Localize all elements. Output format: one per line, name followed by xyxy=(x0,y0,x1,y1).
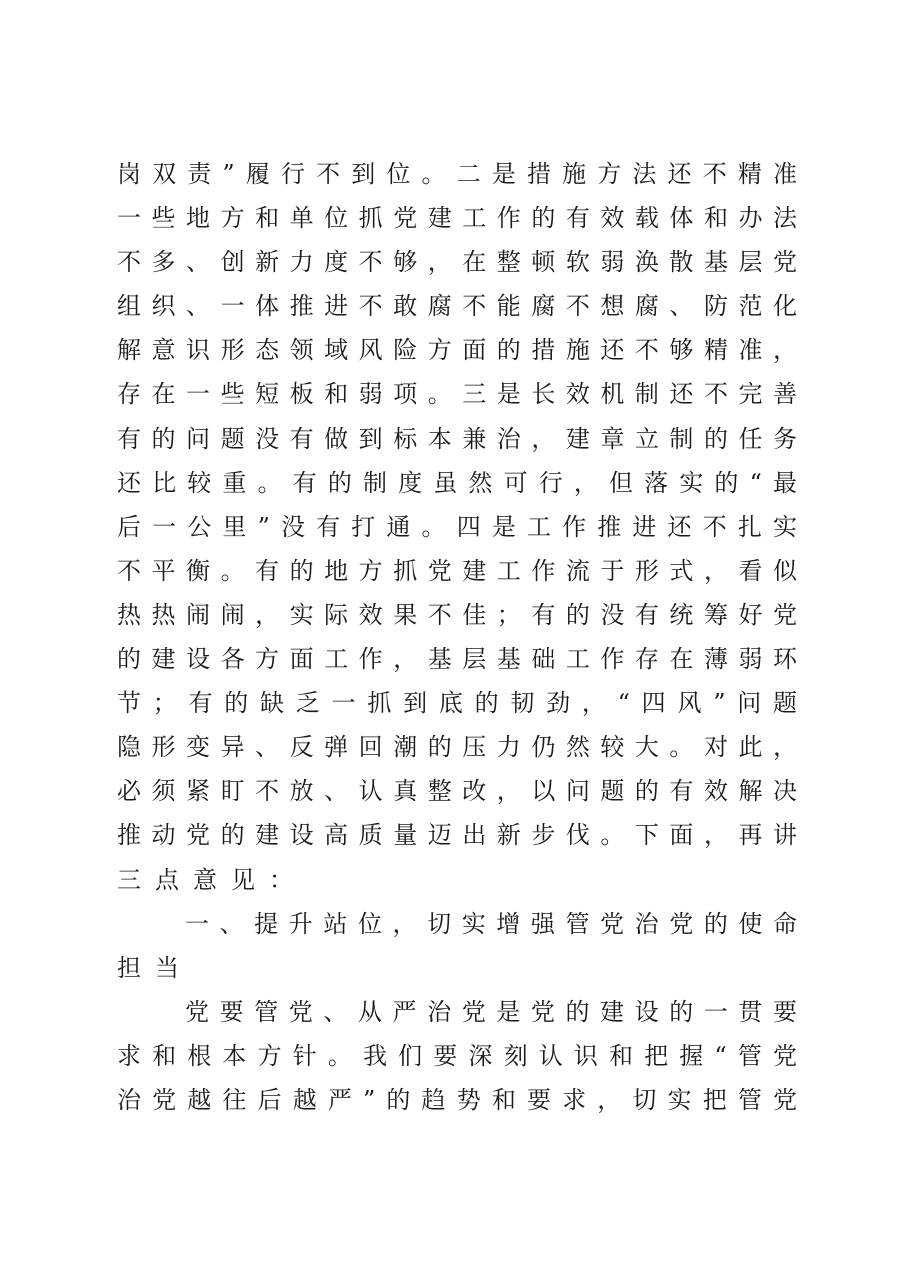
text-line: 一些地方和单位抓党建工作的有效载体和办法 xyxy=(117,204,797,233)
text-line: 热热闹闹，实际效果不佳；有的没有统筹好党 xyxy=(117,600,797,629)
text-line: 组织、一体推进不敢腐不能腐不想腐、防范化 xyxy=(117,292,797,321)
paragraph-end-line: 三点意见： xyxy=(117,865,307,894)
text-line: 隐形变异、反弹回潮的压力仍然较大。对此， xyxy=(117,733,797,762)
section-heading-end-line: 担当 xyxy=(117,953,193,982)
text-line: 有的问题没有做到标本兼治，建章立制的任务 xyxy=(117,424,797,453)
text-line: 岗双责”履行不到位。二是措施方法还不精准 xyxy=(117,160,797,188)
document-body xyxy=(117,152,797,1122)
text-line: 必须紧盯不放、认真整改，以问题的有效解决 xyxy=(117,777,797,806)
text-line: 节；有的缺乏一抓到底的韧劲，“四风”问题 xyxy=(117,689,797,718)
text-line: 治党越往后越严”的趋势和要求，切实把管党 xyxy=(117,1085,797,1114)
text-line: 的建设各方面工作，基层基础工作存在薄弱环 xyxy=(117,645,797,674)
text-line: 不多、创新力度不够，在整顿软弱涣散基层党 xyxy=(117,248,797,277)
text-line: 后一公里”没有打通。四是工作推进还不扎实 xyxy=(117,512,797,541)
text-line: 求和根本方针。我们要深刻认识和把握“管党 xyxy=(117,1041,797,1070)
text-line: 不平衡。有的地方抓党建工作流于形式，看似 xyxy=(117,556,797,585)
section-heading-line: 一、提升站位，切实增强管党治党的使命 xyxy=(185,909,797,938)
paragraph-start-line: 党要管党、从严治党是党的建设的一贯要 xyxy=(185,997,797,1026)
text-line: 推动党的建设高质量迈出新步伐。下面，再讲 xyxy=(117,821,797,850)
text-line: 解意识形态领域风险方面的措施还不够精准， xyxy=(117,336,797,365)
text-line: 还比较重。有的制度虽然可行，但落实的“最 xyxy=(117,468,797,497)
text-line: 存在一些短板和弱项。三是长效机制还不完善 xyxy=(117,380,797,409)
